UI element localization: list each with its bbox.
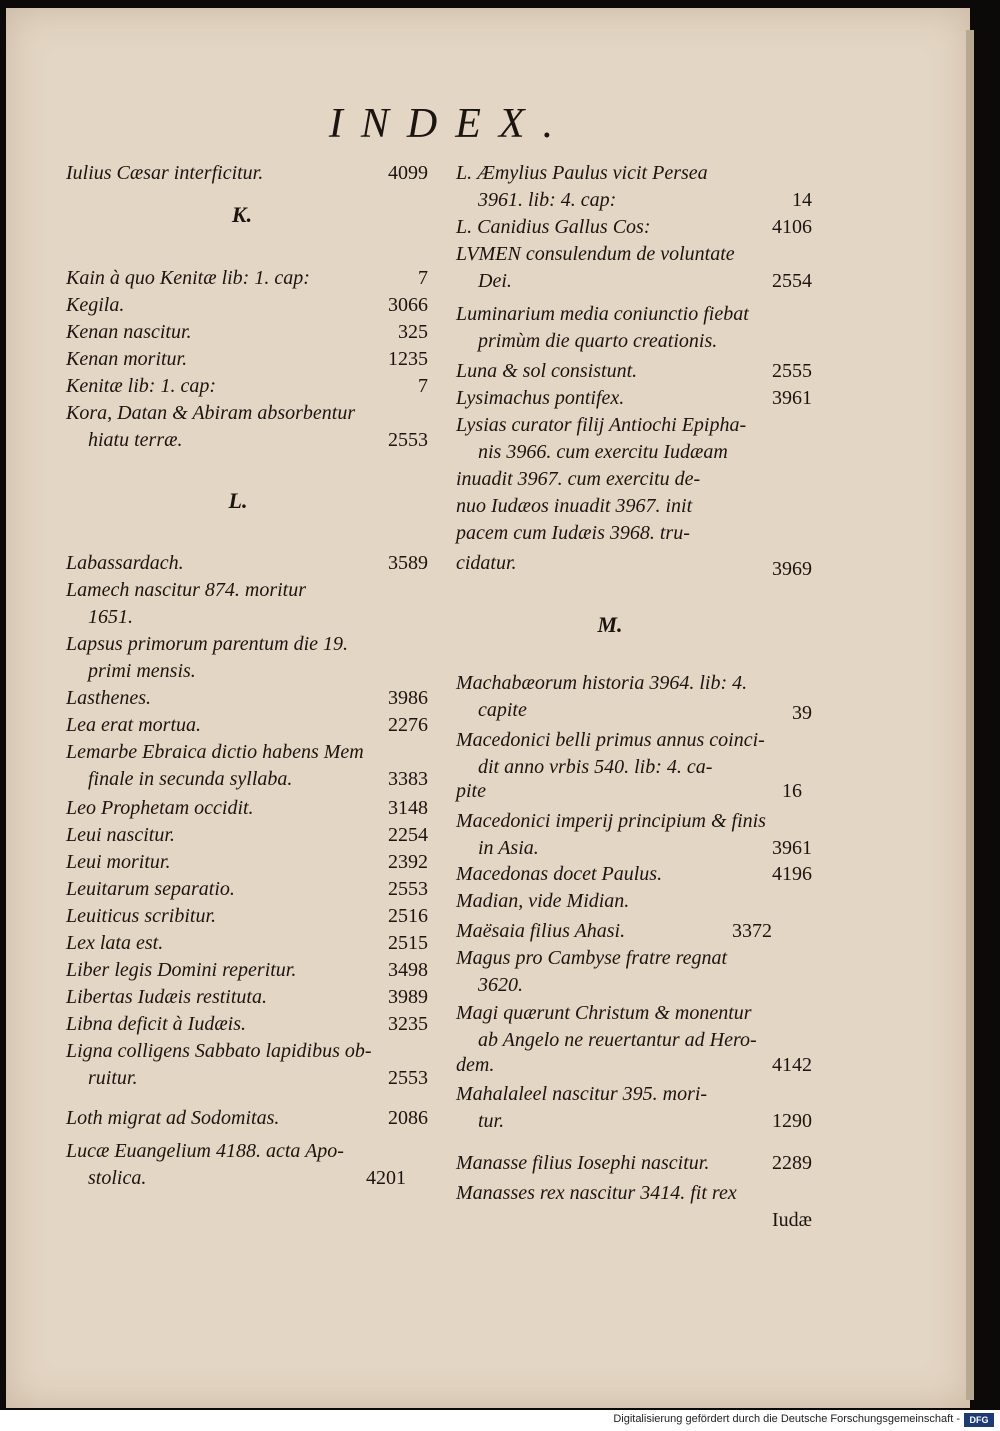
section-letter-l: L. [228,488,248,513]
index-entry: Luminarium media coniunctio fiebat primùm die quarto creationis. [456,303,749,352]
index-entry: Machabæorum historia 3964. lib: 4. capite 39 [456,672,812,724]
index-entry: Lamech nascitur 874. moritur 1651. [66,579,306,628]
index-entry: LVMEN consulendum de voluntate Dei. 2554 [456,243,812,292]
footer-credit: Digitalisierung gefördert durch die Deutsche Forschungsgemeinschaft - [613,1413,960,1425]
index-entry: L. Æmylius Paulus vicit Persea 3961. lib: 4. cap: 14 [456,162,812,211]
section-letter-m: M. [597,612,623,637]
index-entry: Manasses rex nascitur 3414. fit rex Iudæ [456,1182,812,1231]
index-entry: Ligna colligens Sabbato lapidibus ob- ruitur. 2553 [66,1040,428,1089]
index-entry: Lucæ Euangelium 4188. acta Apo- stolica. 4201 [66,1140,406,1189]
index-entry: Lapsus primorum parentum die 19. primi mensis. [66,633,349,682]
footer-bar [0,1410,1000,1431]
index-entry: Macedonici imperij principium & finis in Asia. 3961 [456,810,812,859]
page-title: INDEX. [328,101,572,147]
section-letter-k: K. [231,202,253,227]
index-entry: Magi quærunt Christum & monentur ab Angelo ne reuertantur ad Hero- [456,1002,757,1051]
index-entry: Macedonici belli primus annus coinci- dit anno vrbis 540. lib: 4. ca- [456,729,765,778]
index-entry: Magus pro Cambyse fratre regnat 3620. [456,947,728,996]
dfg-logo: DFG [964,1413,994,1427]
index-entry: Mahalaleel nascitur 395. mori- tur. 1290 [456,1083,812,1132]
page-edge [966,30,974,1400]
index-entry: Lemarbe Ebraica dictio habens Mem finale in secunda syllaba. 3383 [66,741,428,790]
index-entry: Lysias curator filij Antiochi Epipha- nis 3966. cum exercitu Iudæam [456,414,747,463]
index-entry: Kora, Datan & Abiram absorbentur hiatu terræ. 2553 [66,402,428,451]
